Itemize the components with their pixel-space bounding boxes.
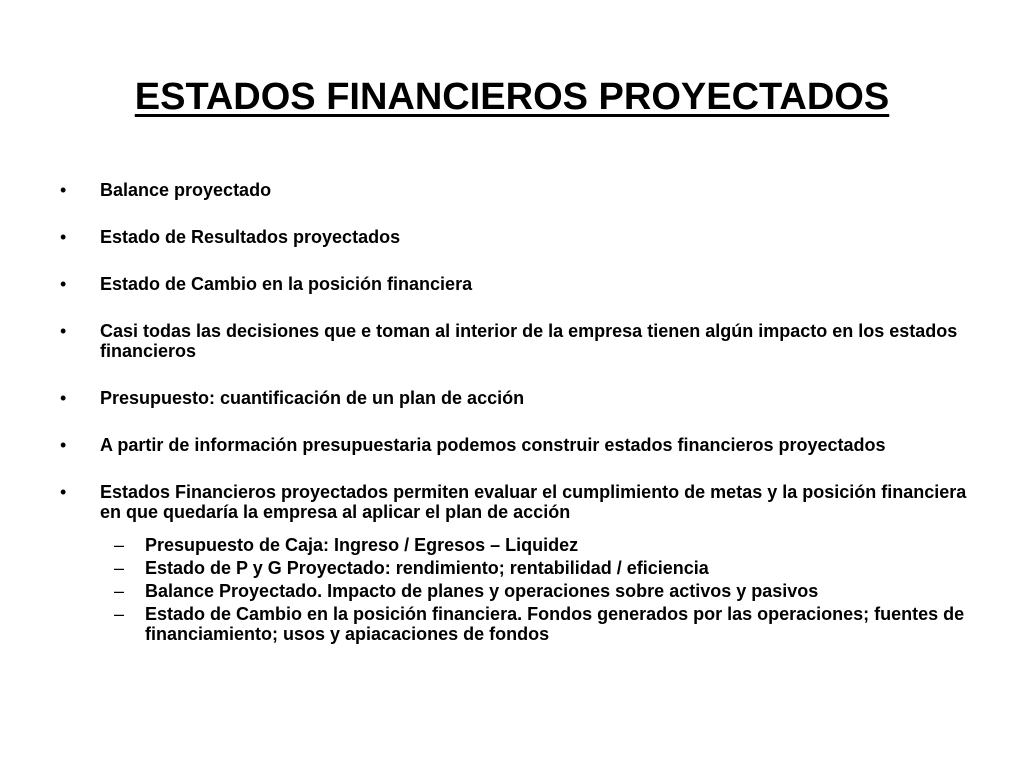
- sub-bullet-text: Presupuesto de Caja: Ingreso / Egresos – Liquidez: [145, 535, 579, 555]
- sub-bullet-text: Estado de P y G Proyectado: rendimiento; rentabilidad / eficiencia: [145, 558, 709, 578]
- dash-marker: –: [114, 581, 125, 601]
- bullet-marker: •: [60, 227, 67, 247]
- sub-bullet-list: [58, 535, 968, 644]
- bullet-marker: •: [60, 274, 67, 294]
- bullet-marker: •: [60, 482, 67, 502]
- sub-bullet-item: [58, 581, 968, 601]
- dash-marker: –: [114, 535, 125, 555]
- bullet-marker: •: [60, 388, 67, 408]
- bullet-text: Balance proyectado: [100, 180, 272, 200]
- bullet-marker: •: [60, 321, 67, 341]
- sub-bullet-item: [58, 604, 968, 644]
- dash-marker: –: [114, 604, 125, 624]
- bullet-item: [58, 274, 968, 294]
- sub-bullet-text: Estado de Cambio en la posición financiera. Fondos generados por las operaciones; fuentes de financiamiento; usos y apiacaciones de fondos: [145, 604, 965, 644]
- slide-title: ESTADOS FINANCIEROS PROYECTADOS: [134, 76, 890, 118]
- sublist-container: [58, 535, 968, 658]
- dash-marker: –: [114, 558, 125, 578]
- bullet-text: A partir de información presupuestaria podemos construir estados financieros proyectados: [100, 435, 886, 455]
- sub-bullet-text: Balance Proyectado. Impacto de planes y operaciones sobre activos y pasivos: [145, 581, 819, 601]
- sub-bullet-item: [58, 558, 968, 578]
- bullet-marker: •: [60, 180, 67, 200]
- bullet-item: [58, 435, 968, 455]
- bullet-item: [58, 321, 968, 361]
- bullet-text: Casi todas las decisiones que e toman al interior de la empresa tienen algún impacto en los estados financieros: [100, 321, 958, 361]
- bullet-item: [58, 227, 968, 247]
- bullet-text: Estados Financieros proyectados permiten evaluar el cumplimiento de metas y la posición financiera en que quedaría la empresa al aplicar el plan de acción: [100, 482, 967, 522]
- sub-bullet-item: [58, 535, 968, 555]
- bullet-text: Presupuesto: cuantificación de un plan de acción: [100, 388, 525, 408]
- bullet-list: [58, 180, 968, 661]
- bullet-marker: •: [60, 435, 67, 455]
- bullet-text: Estado de Cambio en la posición financiera: [100, 274, 473, 294]
- bullet-item: [58, 180, 968, 200]
- bullet-text: Estado de Resultados proyectados: [100, 227, 401, 247]
- bullet-item: [58, 388, 968, 408]
- bullet-item: [58, 482, 968, 522]
